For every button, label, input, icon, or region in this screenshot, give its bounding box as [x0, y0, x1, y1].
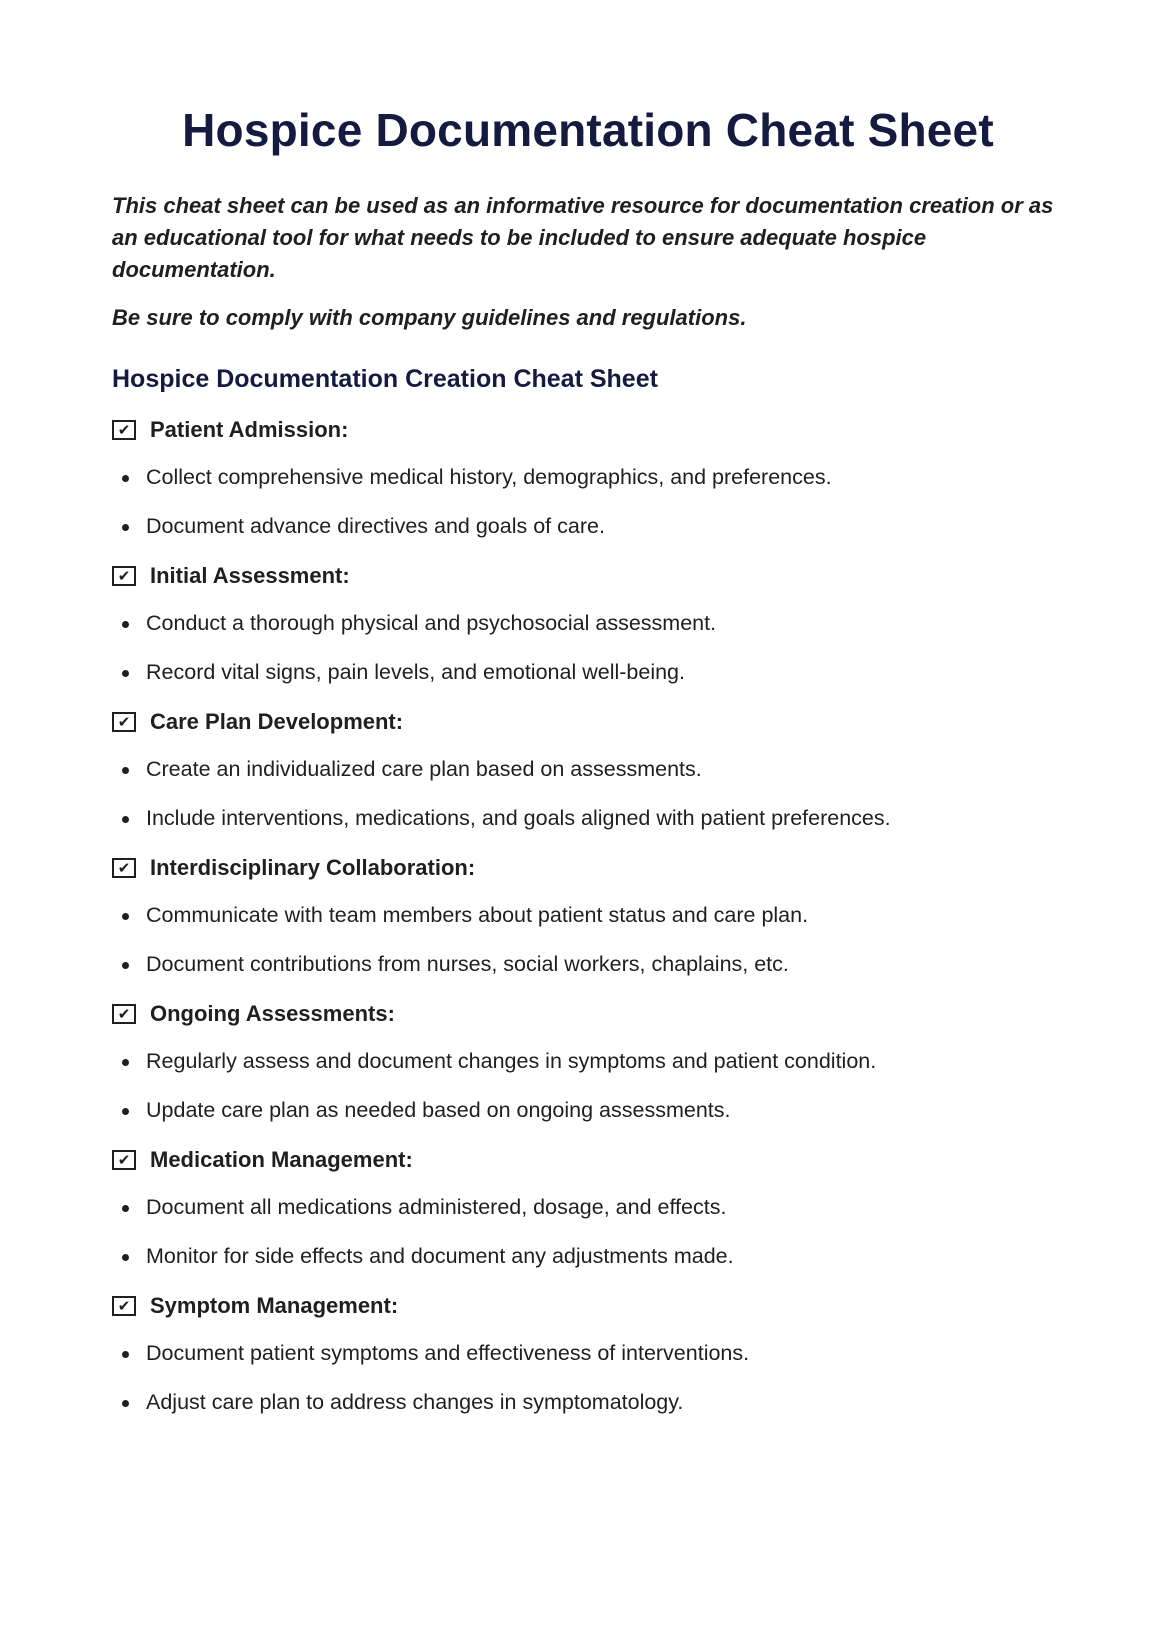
step-label: Ongoing Assessments: [150, 1001, 395, 1026]
checklist-step [112, 560, 1064, 687]
list-item: Update care plan as needed based on ongoing assessments. [112, 1095, 1064, 1125]
bullet-list [112, 1338, 1064, 1417]
list-item: Record vital signs, pain levels, and emotional well-being. [112, 657, 1064, 687]
checklist [112, 414, 1064, 1417]
step-label: Patient Admission: [150, 417, 349, 442]
step-label: Care Plan Development: [150, 709, 404, 734]
checklist-step [112, 998, 1064, 1125]
step-label: Symptom Management: [150, 1293, 399, 1318]
bullet-list [112, 1192, 1064, 1271]
step-header [112, 1144, 1064, 1176]
checkbox-checked-icon: ✔ [112, 566, 136, 586]
step-label: Initial Assessment: [150, 563, 350, 588]
checkbox-checked-icon: ✔ [112, 1150, 136, 1170]
bullet-list [112, 754, 1064, 833]
list-item: Adjust care plan to address changes in symptomatology. [112, 1387, 1064, 1417]
checkbox-checked-icon: ✔ [112, 1004, 136, 1024]
step-header [112, 706, 1064, 738]
checklist-step [112, 1290, 1064, 1417]
checklist-step [112, 706, 1064, 833]
compliance-note: Be sure to comply with company guidelines and regulations. [112, 305, 747, 330]
step-header [112, 998, 1064, 1030]
step-label: Interdisciplinary Collaboration: [150, 855, 476, 880]
checkbox-checked-icon: ✔ [112, 420, 136, 440]
bullet-list [112, 608, 1064, 687]
list-item: Create an individualized care plan based on assessments. [112, 754, 1064, 784]
list-item: Document contributions from nurses, social workers, chaplains, etc. [112, 949, 1064, 979]
list-item: Collect comprehensive medical history, demographics, and preferences. [112, 462, 1064, 492]
bullet-list [112, 900, 1064, 979]
page-title: Hospice Documentation Cheat Sheet [182, 104, 994, 156]
intro-paragraph: This cheat sheet can be used as an informative resource for documentation creation or as an educational tool for what needs to be included to ensure adequate hospice documentation. [112, 193, 1054, 282]
step-header [112, 852, 1064, 884]
step-header [112, 1290, 1064, 1322]
list-item: Document all medications administered, dosage, and effects. [112, 1192, 1064, 1222]
list-item: Regularly assess and document changes in symptoms and patient condition. [112, 1046, 1064, 1076]
checklist-step [112, 414, 1064, 541]
list-item: Monitor for side effects and document any adjustments made. [112, 1241, 1064, 1271]
list-item: Document patient symptoms and effectiveness of interventions. [112, 1338, 1064, 1368]
step-label: Medication Management: [150, 1147, 413, 1172]
checklist-step [112, 852, 1064, 979]
checkbox-checked-icon: ✔ [112, 1296, 136, 1316]
bullet-list [112, 1046, 1064, 1125]
checkbox-checked-icon: ✔ [112, 712, 136, 732]
section-heading: Hospice Documentation Creation Cheat Sheet [112, 365, 658, 393]
checklist-step [112, 1144, 1064, 1271]
checkbox-checked-icon: ✔ [112, 858, 136, 878]
list-item: Include interventions, medications, and goals aligned with patient preferences. [112, 803, 1064, 833]
step-header [112, 414, 1064, 446]
list-item: Conduct a thorough physical and psychosocial assessment. [112, 608, 1064, 638]
bullet-list [112, 462, 1064, 541]
list-item: Communicate with team members about patient status and care plan. [112, 900, 1064, 930]
list-item: Document advance directives and goals of care. [112, 511, 1064, 541]
step-header [112, 560, 1064, 592]
